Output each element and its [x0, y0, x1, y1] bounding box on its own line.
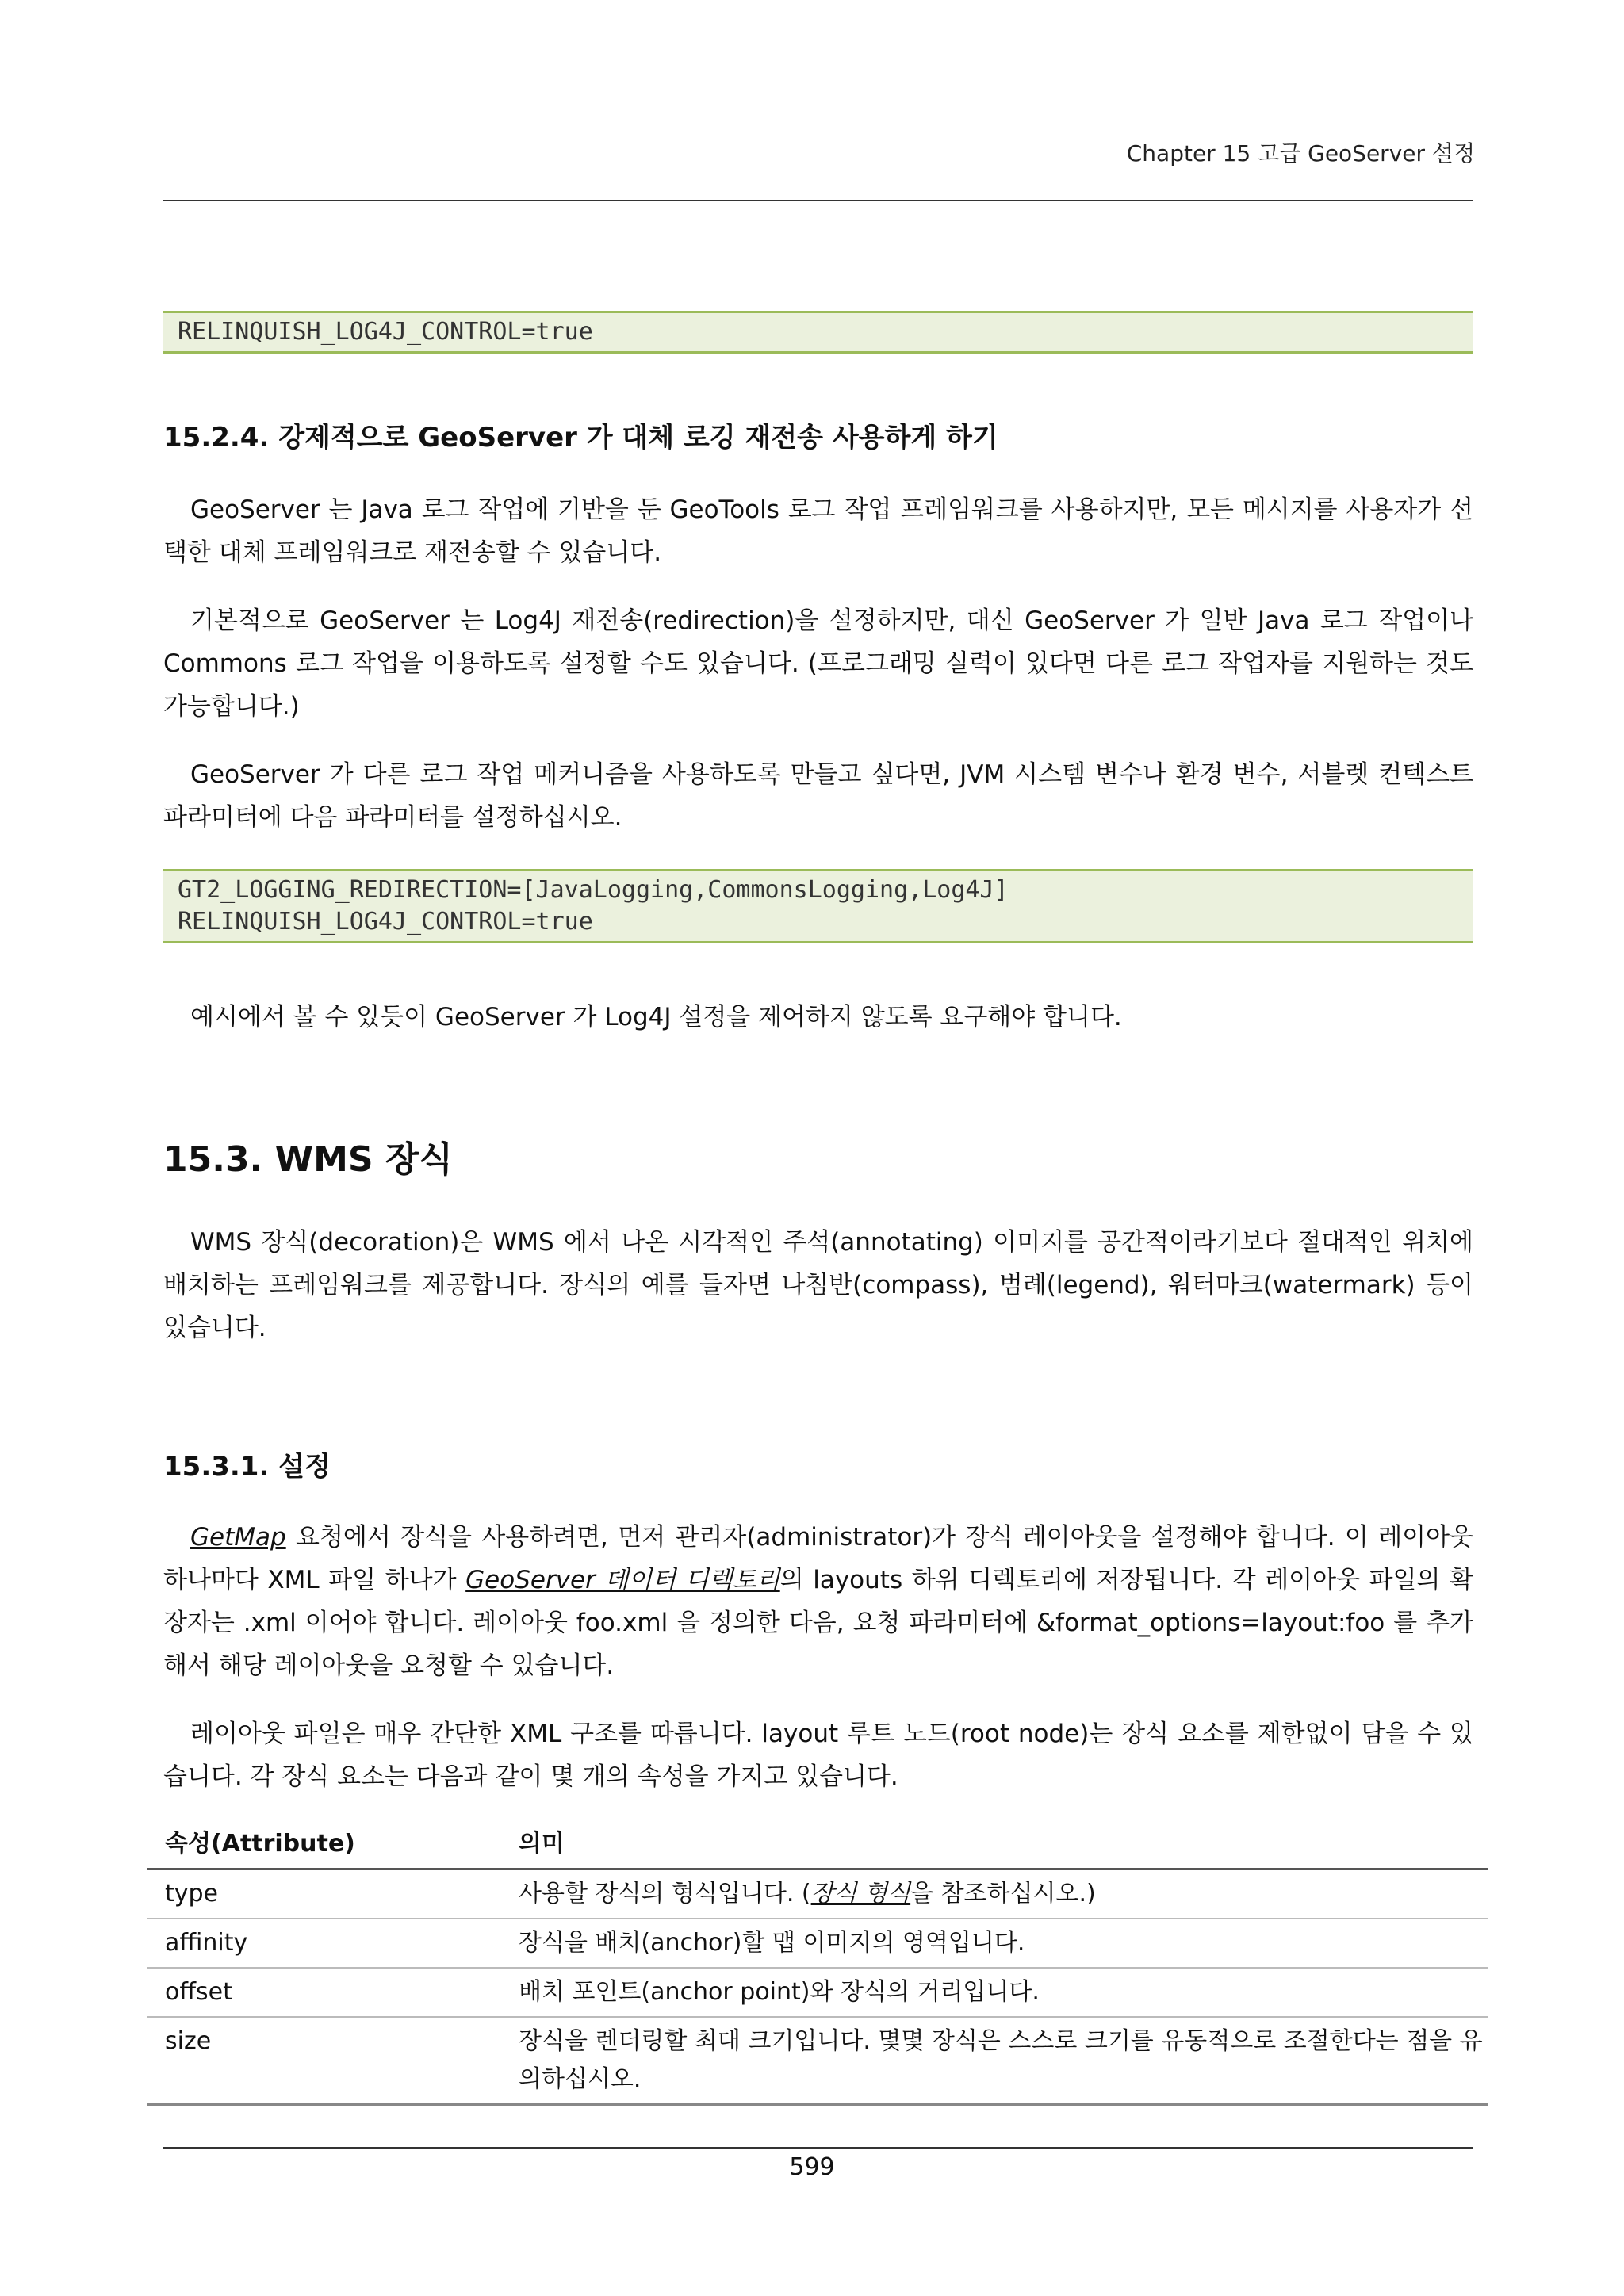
table-row [147, 1919, 1488, 1968]
table-row [147, 1968, 1488, 2017]
table-cell-meaning: 배치 포인트(anchor point)와 장식의 거리입니다. [515, 1968, 1488, 2017]
section-heading-15-3: 15.3. WMS 장식 [163, 1139, 453, 1180]
table-row [147, 1869, 1488, 1919]
decoration-types-link[interactable]: 장식 형식 [810, 1880, 911, 1908]
table-header-attribute: 속성(Attribute) [147, 1820, 515, 1869]
cell-text: 을 참조하십시오.) [910, 1880, 1096, 1908]
paragraph: GeoServer 가 다른 로그 작업 메커니즘을 사용하도록 만들고 싶다면, JVM 시스템 변수나 환경 변수, 서블렛 컨텍스트 파라미터에 다음 파라미터를 설정하십시오. [163, 760, 1473, 832]
paragraph: 레이아웃 파일은 매우 간단한 XML 구조를 따릅니다. layout 루트 노드(root node)는 장식 요소를 제한없이 담을 수 있습니다. 각 장식 요소는 다음과 같이 몇 개의 속성을 가지고 있습니다. [163, 1720, 1473, 1791]
cell-text: 사용할 장식의 형식입니다. ( [519, 1880, 811, 1908]
table-row [147, 2017, 1488, 2105]
paragraph-text: 요청에서 장식을 사용하려면, 먼저 관리자(administrator)가 장식 레이아웃을 설정해야 합니다. 이 레이아웃 하나마다 XML 파일 하나가 [163, 1523, 1473, 1594]
table-cell-meaning: 장식을 렌더링할 최대 크기입니다. 몇몇 장식은 스스로 크기를 유동적으로 조절한다는 점을 유의하십시오. [515, 2017, 1488, 2105]
table-header-row [147, 1820, 1488, 1869]
footer-rule [163, 2147, 1473, 2149]
code-line: GT2_LOGGING_REDIRECTION=[JavaLogging,CommonsLogging,Log4J] [178, 876, 1009, 904]
paragraph: WMS 장식(decoration)은 WMS 에서 나온 시각적인 주석(annotating) 이미지를 공간적이라기보다 절대적인 위치에 배치하는 프레임워크를 제공합니다. 장식의 예를 들자면 나침반(compass), 범례(legend), 워터마크(watermark) 등이 있습니다. [163, 1228, 1473, 1342]
chapter-header: Chapter 15 고급 GeoServer 설정 [1126, 140, 1475, 166]
code-block [163, 869, 1473, 943]
code-line: RELINQUISH_LOG4J_CONTROL=true [178, 908, 593, 936]
code-block [163, 311, 1473, 354]
table-cell-name: size [147, 2017, 515, 2105]
table-cell-name: type [147, 1869, 515, 1919]
table-cell-meaning [515, 1869, 1488, 1919]
section-heading-15-3-1: 15.3.1. 설정 [163, 1451, 331, 1483]
geoserver-data-directory-link[interactable]: GeoServer 데이터 디렉토리 [465, 1566, 780, 1594]
header-rule [163, 200, 1473, 201]
paragraph: GeoServer 는 Java 로그 작업에 기반을 둔 GeoTools 로그 작업 프레임워크를 사용하지만, 모든 메시지를 사용자가 선택한 대체 프레임워크로 재전송할 수 있습니다. [163, 496, 1473, 567]
table-cell-name: affinity [147, 1919, 515, 1968]
paragraph: 기본적으로 GeoServer 는 Log4J 재전송(redirection)을 설정하지만, 대신 GeoServer 가 일반 Java 로그 작업이나 Commons 로그 작업을 이용하도록 설정할 수도 있습니다. (프로그래밍 실력이 있다면 다른 로그 작업자를 지원하는 것도 가능합니다.) [163, 607, 1473, 721]
table-cell-meaning: 장식을 배치(anchor)할 맵 이미지의 영역입니다. [515, 1919, 1488, 1968]
page-number: 599 [789, 2153, 835, 2181]
table-cell-name: offset [147, 1968, 515, 2017]
getmap-link[interactable]: GetMap [190, 1523, 286, 1552]
section-heading-15-2-4: 15.2.4. 강제적으로 GeoServer 가 대체 로깅 재전송 사용하게 하기 [163, 422, 998, 453]
paragraph [163, 1516, 1473, 1687]
table-header-meaning: 의미 [515, 1820, 1488, 1869]
paragraph-text: 의 layouts 하위 디렉토리에 저장됩니다. 각 레이아웃 파일의 확장자는 .xml 이어야 합니다. 레이아웃 foo.xml 을 정의한 다음, 요청 파라미터에 &format_options=layout:foo 를 추가해서 해당 레이아웃을 요청할 수 있습니다. [163, 1566, 1473, 1680]
code-line: RELINQUISH_LOG4J_CONTROL=true [178, 318, 593, 346]
attribute-table [147, 1820, 1488, 2106]
paragraph: 예시에서 볼 수 있듯이 GeoServer 가 Log4J 설정을 제어하지 않도록 요구해야 합니다. [190, 1003, 1122, 1031]
